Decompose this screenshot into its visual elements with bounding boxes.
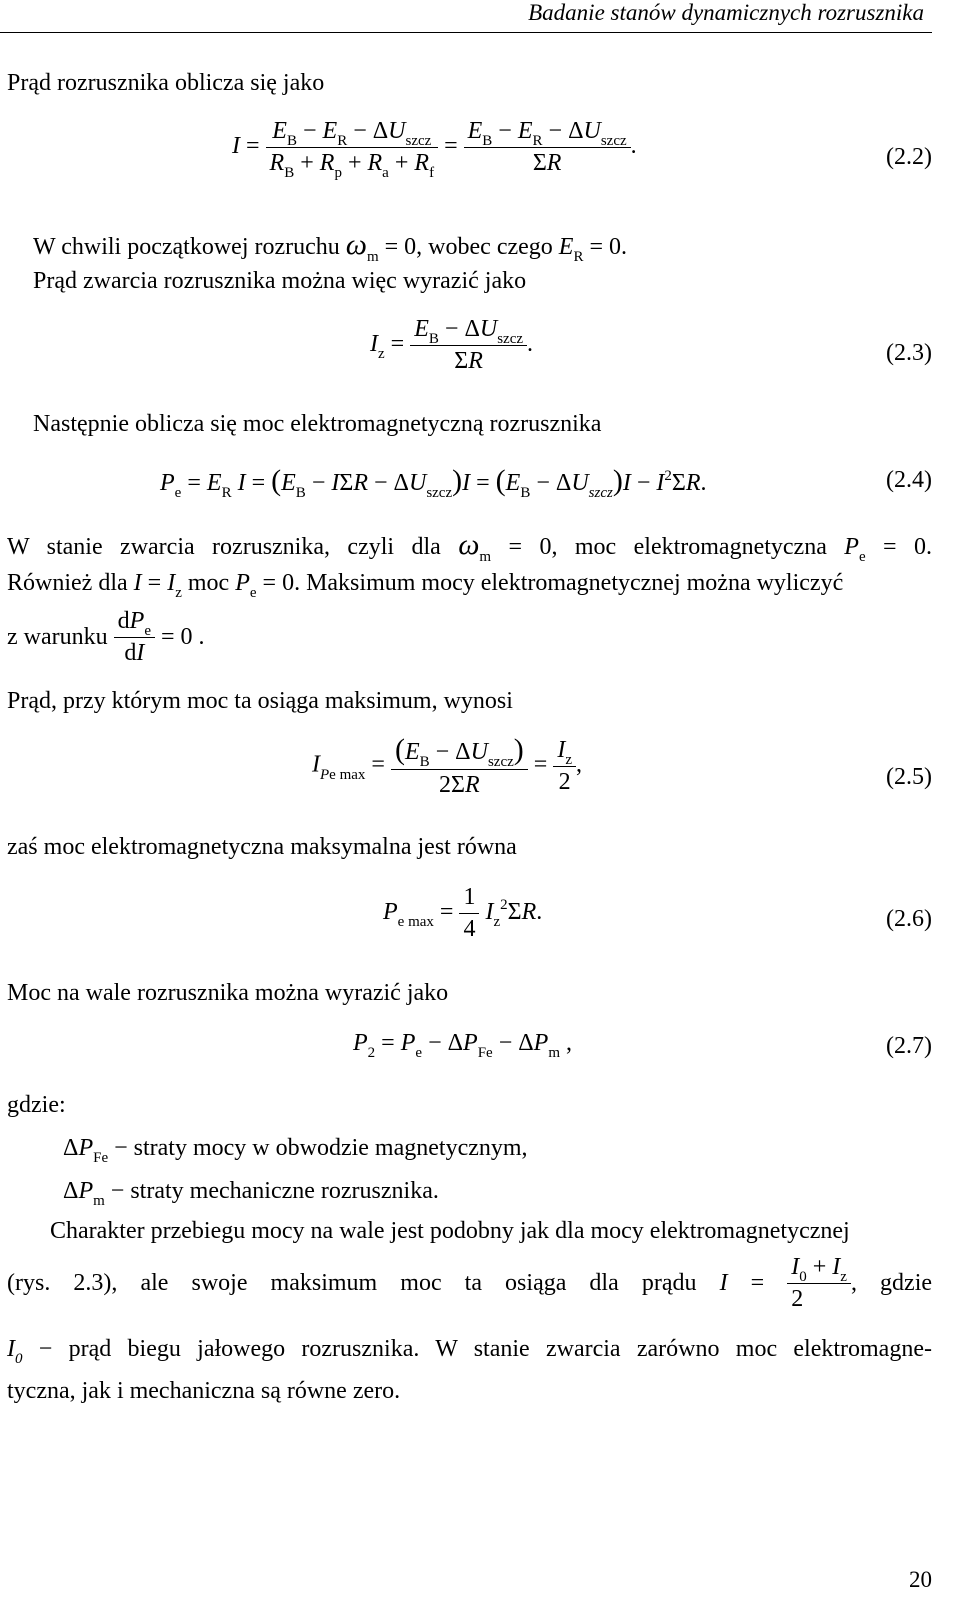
equation-2-4: $P_e = E_R$ $I = (E_B - I\Sigma R - \Delta U_{szcz})I = (E_B - \Delta U_{szcz})I - I^2\Sigma R$. <box>160 464 707 501</box>
definition-delta-pm: $\Delta P_m$ − straty mechaniczne rozrusznika. <box>63 1178 439 1209</box>
equation-2-6: $P_{e max}$ = $\frac{1}{4}$ $I_z^2\Sigma R$. <box>383 884 543 942</box>
equation-number-2-5: (2.5) <box>886 764 932 790</box>
equation-number-2-6: (2.6) <box>886 906 932 932</box>
paragraph-9: zaś moc elektromagnetyczna maksymalna jest równa <box>7 834 517 860</box>
equation-number-2-7: (2.7) <box>886 1033 932 1059</box>
paragraph-1: Prąd rozrusznika oblicza się jako <box>7 70 325 96</box>
equation-2-5: $I_{Pe max}$ = $\frac{(E_B - \Delta U_{szcz})}{2\Sigma R}$ = $\frac{I_z}{2}$ , <box>312 733 582 798</box>
equation-number-2-2: (2.2) <box>886 144 932 170</box>
paragraph-10: Moc na wale rozrusznika można wyrazić jako <box>7 980 449 1006</box>
equation-number-2-3: (2.3) <box>886 340 932 366</box>
equation-2-2: I = $\frac{E_B - E_R - \Delta U_{szcz}}{R_B + R_p + R_a + R_f}$ = $\frac{E_B - E_R - \Delta U_{szcz}}{\Sigma R}$ . <box>232 118 637 181</box>
paragraph-6: Również dla $I = I_z$ moc $P_e = 0$. Maksimum mocy elektromagnetycznej można wyliczyć <box>7 570 844 601</box>
paragraph-2: W chwili początkowej rozruchu $\omega_m = 0$, wobec czego $E_R = 0$. <box>33 228 628 265</box>
equation-number-2-4: (2.4) <box>886 467 932 493</box>
running-title: Badanie stanów dynamicznych rozrusznika <box>528 0 924 25</box>
paragraph-14: tyczna, jak i mechaniczna są równe zero. <box>7 1378 401 1404</box>
paragraph-3: Prąd zwarcia rozrusznika można więc wyrazić jako <box>33 268 527 294</box>
paragraph-7: z warunku $\frac{dP_e}{dI}$ = 0 . <box>7 608 205 666</box>
page-number: 20 <box>909 1567 932 1592</box>
paragraph-13: $I_0$ − prąd biegu jałowego rozrusznika. W stanie zwarcia zarówno moc elektromagne- <box>7 1336 932 1367</box>
paragraph-8: Prąd, przy którym moc ta osiąga maksimum, wynosi <box>7 688 513 714</box>
definition-delta-pfe: $\Delta P_{Fe}$ − straty mocy w obwodzie magnetycznym, <box>63 1135 528 1166</box>
where-label: gdzie: <box>7 1092 66 1118</box>
paragraph-5: W stanie zwarcia rozrusznika, czyli dla $\omega_m = 0$, moc elektromagnetyczna $P_e = 0$. <box>7 528 933 565</box>
paragraph-4: Następnie oblicza się moc elektromagnetyczną rozrusznika <box>33 411 602 437</box>
equation-2-7: $P_2 = P_e - \Delta P_{Fe} - \Delta P_m$ , <box>353 1030 573 1061</box>
paragraph-11: Charakter przebiegu mocy na wale jest podobny jak dla mocy elektromagnetycznej <box>50 1218 850 1244</box>
header-rule <box>0 32 932 33</box>
paragraph-12: (rys. 2.3), ale swoje maksimum moc ta osiąga dla prądu I = $\frac{I_0 + I_z}{2}$ , gdzie <box>7 1254 933 1312</box>
equation-2-3: $I_z$ = $\frac{E_B - \Delta U_{szcz}}{\Sigma R}$ . <box>370 316 534 374</box>
